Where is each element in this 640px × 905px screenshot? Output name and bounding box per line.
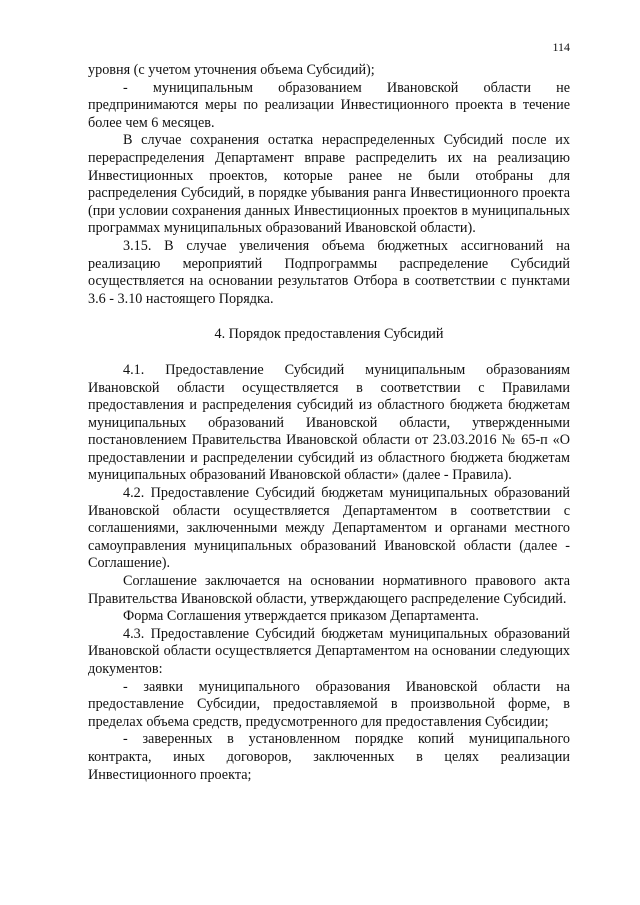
paragraph: уровня (с учетом уточнения объема Субсидий); <box>88 62 375 78</box>
paragraph: Форма Соглашения утверждается приказом Департамента. <box>123 608 479 625</box>
section-heading: 4. Порядок предоставления Субсидий <box>214 326 444 343</box>
paragraph: - заявки муниципального образования Ивановской области на предоставление Субсидии, предоставляемой в произвольной форме, в пределах объема средств, предусмотренного для предоставления Субсидии; <box>88 678 570 730</box>
paragraph: 4.2. Предоставление Субсидий бюджетам муниципальных образований Ивановской области осуществляется Департаментом в соответствии с соглашениями, заключенными между Департаментом и органами местного самоуправления муниципальных образований Ивановской области (далее - Соглашение). <box>88 485 570 572</box>
paragraph: Соглашение заключается на основании нормативного правового акта Правительства Ивановской области, утверждающего распределение Субсидий. <box>88 573 570 607</box>
paragraph: 3.15. В случае увеличения объема бюджетных ассигнований на реализацию мероприятий Подпрограммы распределение Субсидий осуществляется на основании результатов Отбора в соответствии с пунктами 3.6 - 3.10 настоящего Порядка. <box>88 237 570 307</box>
paragraph: - муниципальным образованием Ивановской области не предпринимаются меры по реализации Инвестиционного проекта в течение более чем 6 месяцев. <box>88 79 570 131</box>
paragraphs-bottom <box>88 362 570 784</box>
paragraph: В случае сохранения остатка нераспределенных Субсидий после их перераспределения Департамент вправе распределить их на реализацию Инвестиционных проектов, которые ранее не были отобраны для распределения Субсидий, в порядке убывания ранга Инвестиционного проекта (при условии сохранения данных Инвестиционных проектов в муниципальных программах муниципальных образований Ивановской области). <box>88 132 570 237</box>
document-body <box>88 62 570 784</box>
page-number: 114 <box>552 40 570 54</box>
paragraphs-top <box>88 62 570 308</box>
paragraph: 4.3. Предоставление Субсидий бюджетам муниципальных образований Ивановской области осуществляется Департаментом на основании следующих документов: <box>88 625 570 677</box>
paragraph: - заверенных в установленном порядке копий муниципального контракта, иных договоров, заключенных в целях реализации Инвестиционного проекта; <box>88 731 570 783</box>
paragraph: 4.1. Предоставление Субсидий муниципальным образованиям Ивановской области осуществляется в соответствии с Правилами предоставления и распределения субсидий из областного бюджета бюджетам муниципальных образований Ивановской области, утвержденными постановлением Правительства Ивановской области от 23.03.2016 № 65-п «О предоставлении и распределении субсидий из областного бюджета бюджетам муниципальных образований Ивановской области» (далее - Правила). <box>88 361 570 484</box>
